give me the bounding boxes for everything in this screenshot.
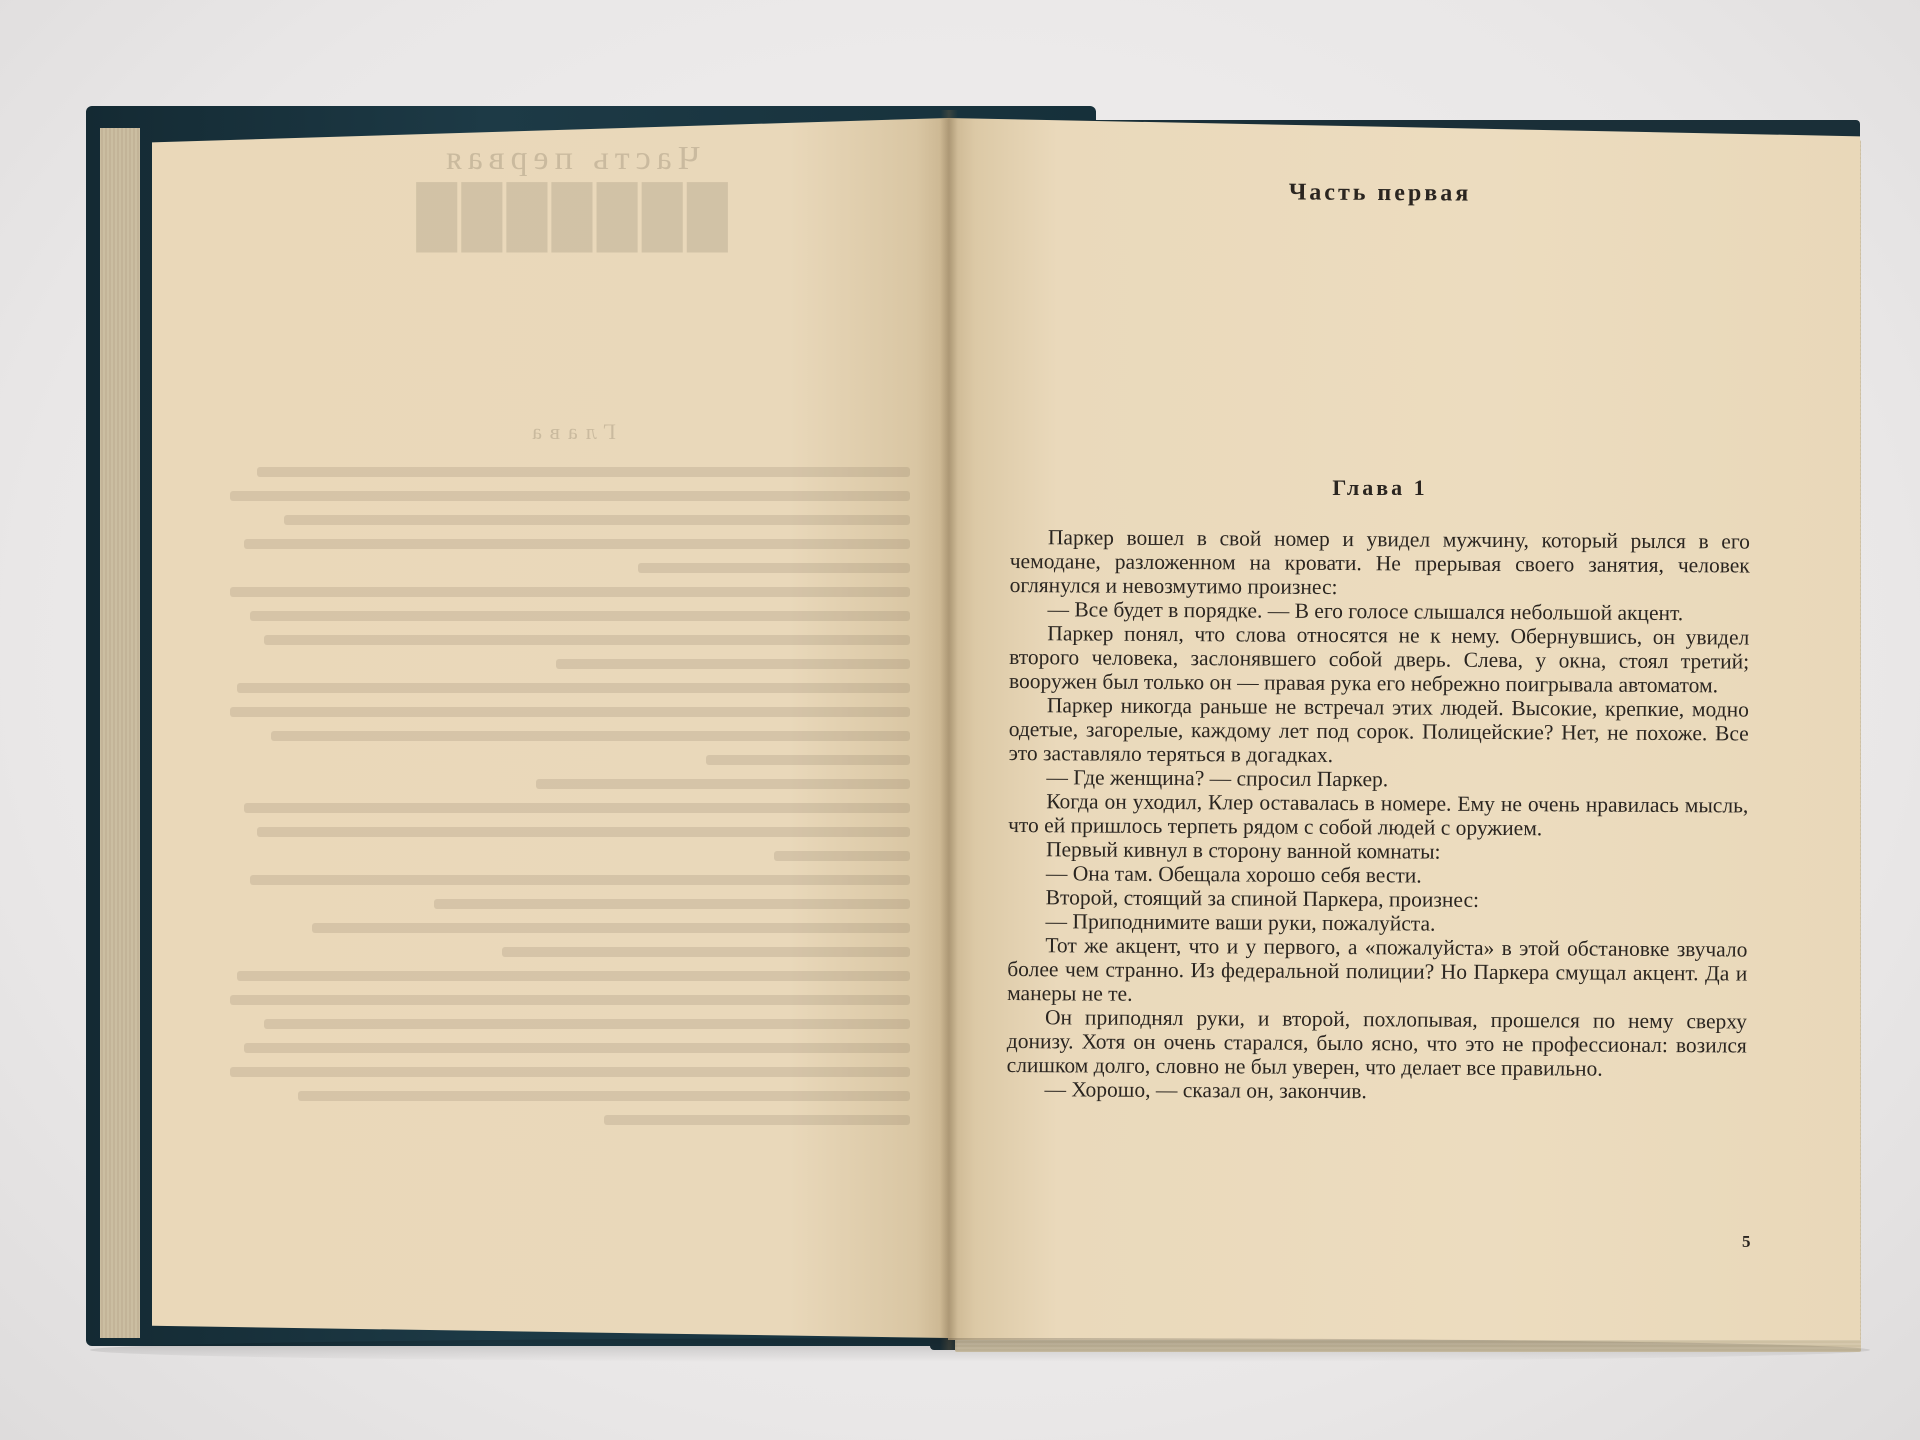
right-page-content: [1006, 179, 1750, 1104]
paragraph: — Хорошо, — сказал он, закончив.: [1044, 1077, 1367, 1104]
page-number: 5: [1742, 1232, 1751, 1251]
paragraph: Паркер вошел в свой номер и увидел мужчину, который рылся в его чемодане, разложенном на кровати. Не прерывая своего занятия, человек оглянулся и невозмутимо произнес:: [1009, 525, 1750, 600]
bleed-through-heading-shape: ███████: [412, 183, 728, 248]
bleed-through-chapter: Глава: [524, 419, 616, 444]
paragraph: Паркер понял, что слова относятся не к нему. Обернувшись, он увидел второго человека, заслонявшего собой дверь. Слева, у окна, стоял третий; вооружен был только он — правая рука его небрежно поигрывала автоматом.: [1008, 621, 1750, 698]
book-gutter: [940, 110, 958, 1350]
paragraph: — Приподнимите ваши руки, пожалуйста.: [1045, 909, 1436, 936]
paragraph: Первый кивнул в сторону ванной комнаты:: [1045, 837, 1441, 864]
paragraph: — Все будет в порядке. — В его голосе слышался небольшой акцент.: [1047, 597, 1684, 626]
paragraph: Когда он уходил, Клер оставалась в номере. Ему не очень нравилась мысль, что ей пришлось терпеть рядом с собой людей с оружием.: [1008, 789, 1749, 841]
page-stack-left: [100, 128, 140, 1338]
paragraph: Паркер никогда раньше не встречал этих людей. Высокие, крепкие, модно одетые, загорелые, каждому лет под сорок. Полицейские? Нет, не похоже. Все это заставляло теряться в догадках.: [1008, 693, 1749, 767]
left-page-bleed-through: [210, 140, 930, 1240]
paragraph: — Она там. Обещала хорошо себя вести.: [1045, 861, 1422, 888]
part-title: Часть первая: [1288, 179, 1472, 207]
chapter-text: [1006, 525, 1750, 1106]
bleed-through-lines: [210, 467, 930, 1125]
bleed-through-part-title: Часть первая: [440, 140, 700, 177]
paragraph: Он приподнял руки, и второй, похлопывая, прошелся по нему сверху донизу. Хотя он очень старался, было ясно, что это не профессионал: возился слишком долго, словно не был уверен, что делает все правильно.: [1006, 1005, 1748, 1081]
book-shadow: [90, 1338, 1870, 1362]
paragraph: — Где женщина? — спросил Паркер.: [1046, 765, 1389, 792]
paragraph: Тот же акцент, что и у первого, а «пожалуйста» в этой обстановке звучало более чем странно. Из федеральной полиции? Но Паркера смущал акцент. Да и манеры не те.: [1007, 933, 1748, 1006]
chapter-title: Глава 1: [1332, 475, 1428, 500]
paragraph: Второй, стоящий за спиной Паркера, произнес:: [1045, 885, 1480, 912]
